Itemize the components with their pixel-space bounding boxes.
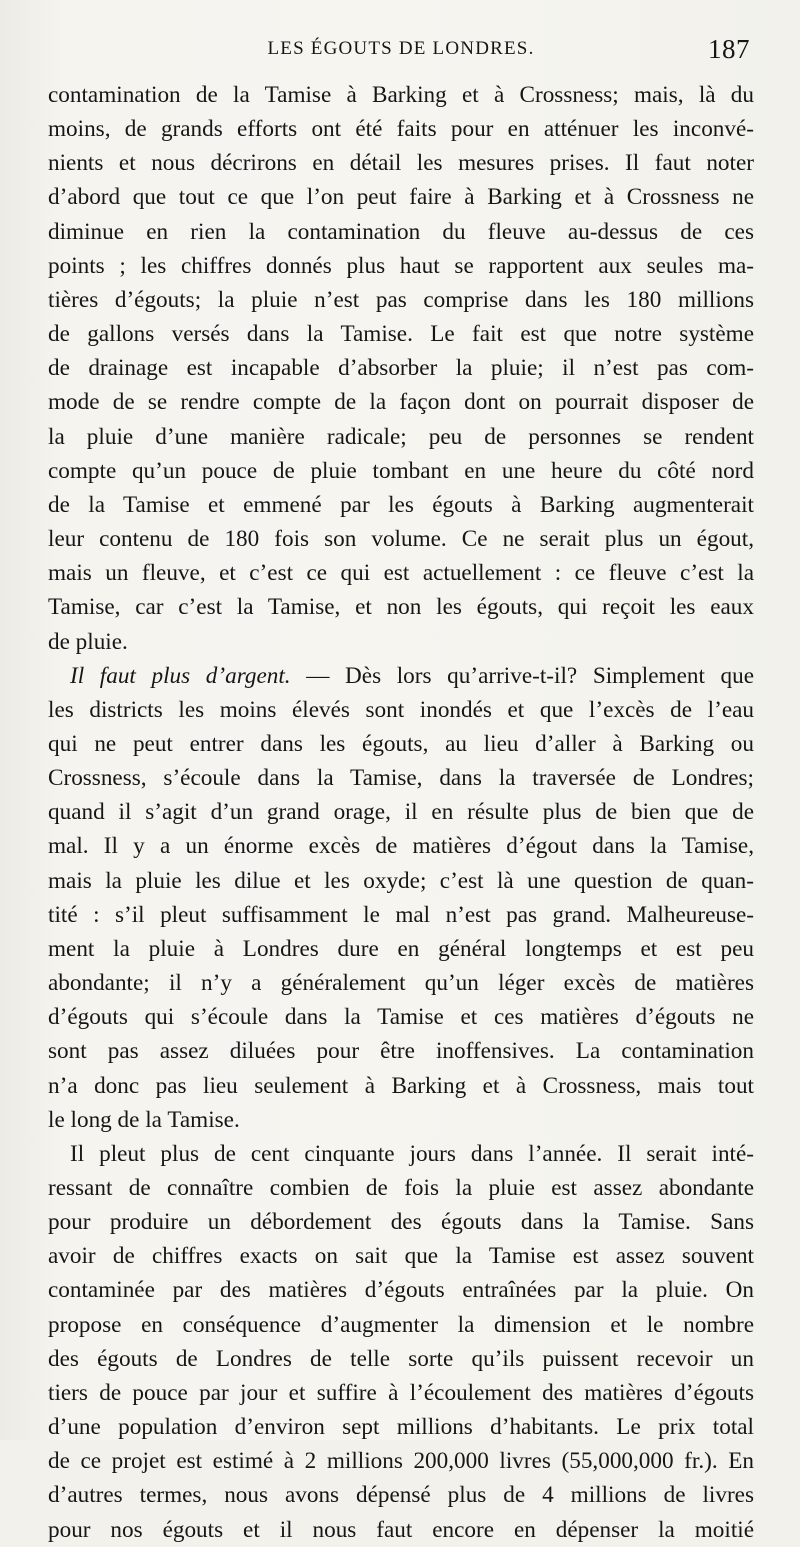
text-line: d’autres termes, nous avons dépensé plus de 4 millions de livres: [48, 1482, 754, 1509]
body-text: [48, 78, 754, 1547]
text-line: pour produire un débordement des égouts dans la Tamise. Sans: [48, 1209, 754, 1236]
text-line: d’égouts qui s’écoule dans la Tamise et ces matières d’égouts ne: [48, 1004, 754, 1031]
text-line: moins, de grands efforts ont été faits pour en atténuer les inconvé-: [48, 116, 754, 143]
text-line: diminue en rien la contamination du fleuve au-dessus de ces: [48, 218, 754, 245]
text-line: mais la pluie les dilue et les oxyde; c’est là une question de quan-: [48, 867, 754, 894]
italic-heading: Il faut plus d’argent.: [70, 662, 291, 689]
text-line: sont pas assez diluées pour être inoffensives. La contamination: [48, 1038, 754, 1065]
running-title: LES ÉGOUTS DE LONDRES.: [267, 38, 535, 59]
text-line: pour nos égouts et il nous faut encore en dépenser la moitié: [48, 1516, 754, 1543]
text-line: Tamise, car c’est la Tamise, et non les égouts, qui reçoit les eaux: [48, 594, 754, 621]
page-number: 187: [708, 34, 750, 64]
text-line: tiers de pouce par jour et suffire à l’écoulement des matières d’égouts: [48, 1379, 754, 1406]
text-line: ressant de connaître combien de fois la pluie est assez abondante: [48, 1175, 754, 1201]
text-line: points ; les chiffres donnés plus haut se rapportent aux seules ma-: [48, 252, 754, 279]
text-fragment: — Dès lors qu’arrive-t-il? Simplement que: [290, 662, 754, 689]
text-line: de la Tamise et emmené par les égouts à Barking augmenterait: [48, 491, 754, 518]
text-line: avoir de chiffres exacts on sait que la Tamise est assez souvent: [48, 1243, 754, 1270]
text-line: la pluie d’une manière radicale; peu de personnes se rendent: [48, 423, 754, 450]
text-line: contamination de la Tamise à Barking et à Crossness; mais, là du: [48, 82, 754, 108]
text-line: Il pleut plus de cent cinquante jours dans l’année. Il serait inté-: [70, 1140, 754, 1167]
text-line: Crossness, s’écoule dans la Tamise, dans la traversée de Londres;: [48, 765, 754, 792]
text-line: mal. Il y a un énorme excès de matières d’égout dans la Tamise,: [48, 833, 754, 860]
section-heading-line: [48, 659, 754, 693]
text-line: abondante; il n’y a généralement qu’un léger excès de matières: [48, 970, 754, 997]
text-line: compte qu’un pouce de pluie tombant en une heure du côté nord: [48, 457, 754, 484]
text-line: nients et nous décrirons en détail les mesures prises. Il faut noter: [48, 150, 754, 177]
text-line: les districts les moins élevés sont inondés et que l’excès de l’eau: [48, 696, 754, 723]
text-line: de gallons versés dans la Tamise. Le fait est que notre système: [48, 321, 754, 348]
text-line: mais un fleuve, et c’est ce qui est actuellement : ce fleuve c’est la: [48, 560, 754, 587]
text-line: mode de se rendre compte de la façon dont on pourrait disposer de: [48, 389, 754, 416]
text-line: qui ne peut entrer dans les égouts, au lieu d’aller à Barking ou: [48, 730, 754, 757]
running-header: [48, 30, 754, 74]
text-line: propose en conséquence d’augmenter la dimension et le nombre: [48, 1311, 754, 1338]
text-line: ment la pluie à Londres dure en général longtemps et est peu: [48, 935, 754, 962]
text-line: leur contenu de 180 fois son volume. Ce ne serait plus un égout,: [48, 526, 754, 553]
text-line: n’a donc pas lieu seulement à Barking et à Crossness, mais tout: [48, 1072, 754, 1099]
text-line: le long de la Tamise.: [48, 1106, 240, 1133]
text-line: d’une population d’environ sept millions d’habitants. Le prix total: [48, 1414, 754, 1441]
text-line: de ce projet est estimé à 2 millions 200,000 livres (55,000,000 fr.). En: [48, 1448, 754, 1475]
text-line: tières d’égouts; la pluie n’est pas comprise dans les 180 millions: [48, 286, 754, 313]
text-line: d’abord que tout ce que l’on peut faire à Barking et à Crossness ne: [48, 184, 754, 211]
text-line: quand il s’agit d’un grand orage, il en résulte plus de bien que de: [48, 799, 754, 826]
text-line: tité : s’il pleut suffisamment le mal n’est pas grand. Malheureuse-: [48, 901, 754, 928]
text-line: contaminée par des matières d’égouts entraînées par la pluie. On: [48, 1277, 754, 1304]
text-line: de drainage est incapable d’absorber la pluie; il n’est pas com-: [48, 355, 754, 382]
text-line: des égouts de Londres de telle sorte qu’ils puissent recevoir un: [48, 1345, 754, 1372]
text-line: de pluie.: [48, 628, 128, 655]
